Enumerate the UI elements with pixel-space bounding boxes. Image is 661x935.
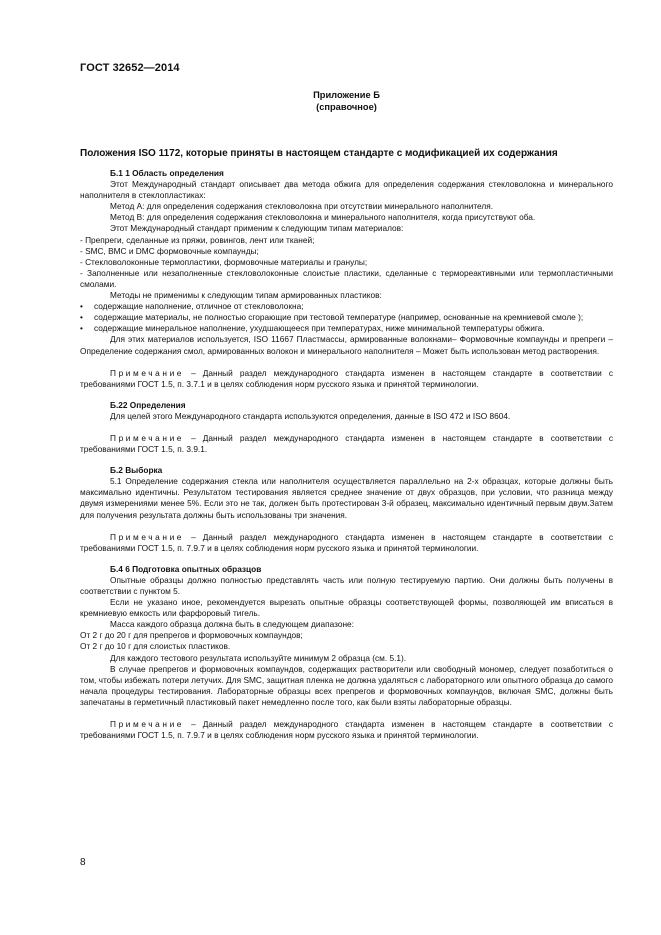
paragraph: Метод В: для определения содержания стекловолокна и минерального наполнителя, когда присутствуют оба. [110, 212, 536, 223]
paragraph: Методы не применимы к следующим типам армированных пластиков: [110, 290, 382, 301]
paragraph: Масса каждого образца должна быть в следующем диапазоне: [110, 619, 354, 630]
note [80, 719, 613, 741]
main-title: Положения ISO 1172, которые приняты в настоящем стандарте с модификацией их содержания [80, 148, 558, 159]
section-heading: Б.4 6 Подготовка опытных образцов [110, 563, 262, 574]
paragraph: Этот Международный стандарт описывает два метода обжига для определения содержания стекловолокна и минерального наполнителя в стеклопластиках: [80, 179, 613, 201]
paragraph: Опытные образцы должно полностью представлять часть или полную тестируемую партию. Они должны быть получены в соответствии с пунктом 5. [80, 574, 613, 596]
list-item: - Стекловолоконные термопластики, формовочные материалы и гранулы; [80, 256, 368, 267]
bullet-icon: • [80, 323, 83, 334]
bullet-item [80, 312, 613, 323]
content [80, 168, 613, 741]
note [80, 532, 613, 554]
note-label: Примечание [110, 719, 185, 730]
list-item: От 2 г до 20 г для препрегов и формовочных компаундов; [80, 630, 303, 641]
bullet-item [80, 323, 613, 334]
bullet-icon: • [80, 312, 83, 323]
bullet-item [80, 301, 613, 312]
bullet-text: содержащие наполнение, отличное от стекловолокна; [94, 301, 304, 312]
section-heading: Б.2 Выборка [110, 465, 163, 476]
note [80, 368, 613, 390]
list-item: - Препреги, сделанные из пряжи, ровингов, лент или тканей; [80, 234, 315, 245]
paragraph: Для целей этого Международного стандарта используются определения, данные в ISO 472 и ISO 8604. [110, 410, 511, 421]
bullet-icon: • [80, 301, 83, 312]
page-number: 8 [80, 857, 86, 868]
paragraph: Этот Международный стандарт применим к следующим типам материалов: [110, 223, 404, 234]
note-text: – Данный раздел международного стандарта изменен в настоящем стандарте в соответствии с требованиями ГОСТ 1.5, п. 7.9.7 и в целях соблюдения норм русского языка и принятой терминологии. [80, 719, 613, 741]
standard-code: ГОСТ 32652—2014 [80, 62, 180, 74]
note-text: – Данный раздел международного стандарта изменен в настоящем стандарте в соответствии с требованиями ГОСТ 1.5, п. 7.9.7 и в целях соблюдения норм русского языка и принятой терминологии. [80, 531, 613, 553]
paragraph: Для этих материалов используется, ISO 11667 Пластмассы, армированные волокнами– Формовочные компаунды и препреги – Определение содержания смол, армированных волокон и минерального наполнителя – Может быть использован метод растворения. [80, 334, 613, 356]
bullet-text: содержащие материалы, не полностью сгорающие при тестовой температуре (например, основанные на кремниевой смоле ); [94, 312, 584, 323]
note-label: Примечание [110, 531, 185, 542]
list-item: - SMC, BMC и DMC формовочные компаунды; [80, 245, 259, 256]
note [80, 433, 613, 455]
paragraph: В случае препрегов и формовочных компаундов, содержащих растворители или свободный мономер, следует позаботиться о том, чтобы избежать потери летучих. Для SMC, защитная пленка не должна удаляться с лабораторного или опытного образца до самого начала процедуры тестирования. Лабораторные образцы всех препрегов и формовочных компаундов, включая SMC, должны быть запечатаны в герметичный пластиковый пакет немедленно после того, как были взяты лабораторные образцы. [80, 663, 613, 707]
section-heading: Б.22 Определения [110, 399, 186, 410]
paragraph: Если не указано иное, рекомендуется вырезать опытные образцы соответствующей формы, позволяющей им вписаться в кремниевую емкость или фарфоровый тигель. [80, 597, 613, 619]
list-item: - Заполненные или незаполненные стекловолоконные слоистые пластики, сделанные с термореактивными или термопластичными смолами. [80, 267, 613, 289]
appendix-title: Приложение Б [313, 90, 380, 100]
appendix-subtitle: (справочное) [316, 102, 377, 112]
note-text: – Данный раздел международного стандарта изменен в настоящем стандарте в соответствии с требованиями ГОСТ 1.5, п. 3.9.1. [80, 432, 613, 455]
note-text: – Данный раздел международного стандарта изменен в настоящем стандарте в соответствии с требованиями ГОСТ 1.5, п. 3.7.1 и в целях соблюдения норм русского языка и принятой терминологии. [80, 367, 613, 389]
note-label: Примечание [110, 432, 185, 443]
paragraph: Для каждого тестового результата используйте минимум 2 образца (см. 5.1). [110, 652, 407, 663]
bullet-text: содержащие минеральное наполнение, ухудшающееся при температурах, ниже минимальной температуры обжига. [94, 323, 545, 334]
section-heading: Б.1 1 Область определения [110, 168, 224, 178]
paragraph: 5.1 Определение содержания стекла или наполнителя осуществляется параллельно на 2-х образцах, которые должны быть максимально идентичны. Результатом тестирования является среднее значение от двух образцов, при условии, что разница между двумя измерениями менее 5%. Если это не так, должен быть протестирован 3-й образец, максимально идентичный первым двум.Затем для получения результата должны быть использованы три значения. [80, 476, 613, 520]
note-label: Примечание [110, 367, 185, 378]
list-item: От 2 г до 10 г для слоистых пластиков. [80, 641, 231, 652]
paragraph: Метод А: для определения содержания стекловолокна при отсутствии минерального наполнителя. [110, 201, 494, 212]
